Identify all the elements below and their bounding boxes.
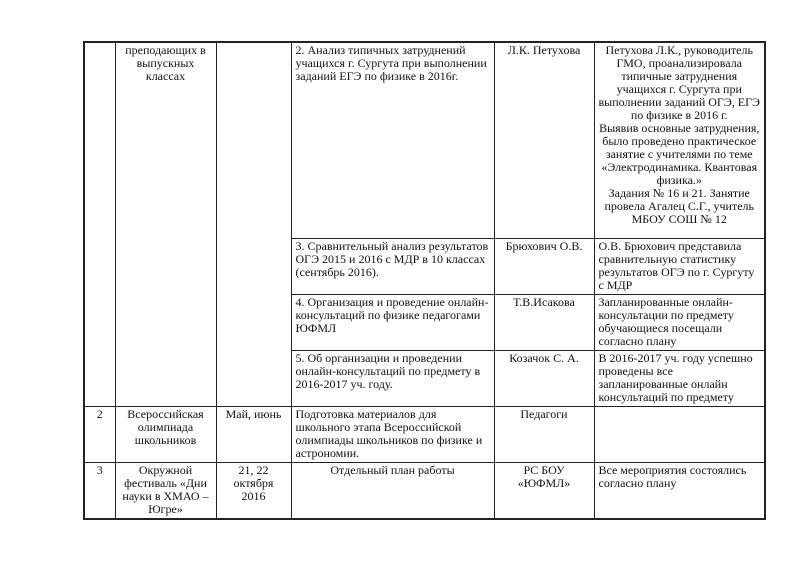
topic-cell: Всероссийская олимпиада школьников — [115, 406, 216, 462]
responsible-cell: Т.В.Исакова — [494, 294, 594, 350]
responsible-cell: Л.К. Петухова — [494, 42, 594, 238]
activity-cell: 5. Об организации и проведении онлайн-консультаций по предмету в 2016-2017 уч. году. — [291, 350, 494, 406]
table-row — [84, 42, 765, 238]
date-cell: Май, июнь — [216, 406, 291, 462]
activity-cell: 2. Анализ типичных затруднений учащихся г. Сургута при выполнении заданий ЕГЭ по физике в 2016г. — [291, 42, 494, 238]
result-text: Выявив основные затруднения, было проведено практическое занятие с учителями по теме «Электродинамика. Квантовая физика.» — [599, 121, 760, 187]
responsible-cell: РС БОУ «ЮФМЛ» — [494, 462, 594, 519]
responsible-cell: Педагоги — [494, 406, 594, 462]
activity-cell: 4. Организация и проведение онлайн-консультаций по физике педагогами ЮФМЛ — [291, 294, 494, 350]
result-cell: В 2016-2017 уч. году успешно проведены все запланированные онлайн консультаций по предмету — [594, 350, 765, 406]
result-text: Петухова Л.К., руководитель ГМО, проанализировала типичные затруднения учащихся г. Сургута при выполнении заданий ОГЭ, ЕГЭ по физике в 2016 г. — [598, 43, 760, 122]
result-cell: Запланированные онлайн-консультации по предмету обучающиеся посещали согласно плану — [594, 294, 765, 350]
events-table — [83, 41, 766, 520]
result-text: Задания № 16 и 21. Занятие провела Агалец С.Г., учитель МБОУ СОШ № 12 — [604, 186, 754, 226]
topic-cell: преподающих в выпускных классах — [115, 42, 216, 406]
num-cell — [84, 42, 115, 406]
activity-cell: Подготовка материалов для школьного этапа Всероссийской олимпиады школьников по физике и астрономии. — [291, 406, 494, 462]
table-row — [84, 462, 765, 519]
date-cell: 21, 22 октября 2016 — [216, 462, 291, 519]
responsible-cell: Козачок С. А. — [494, 350, 594, 406]
result-cell — [594, 406, 765, 462]
date-cell — [216, 42, 291, 406]
activity-cell: Отдельный план работы — [291, 462, 494, 519]
table-row — [84, 406, 765, 462]
responsible-cell: Брюхович О.В. — [494, 238, 594, 294]
result-cell: Все мероприятия состоялись согласно плану — [594, 462, 765, 519]
topic-cell: Окружной фестиваль «Дни науки в ХМАО – Югре» — [115, 462, 216, 519]
result-cell — [594, 42, 765, 238]
result-cell: О.В. Брюхович представила сравнительную статистику результатов ОГЭ по г. Сургуту с МДР — [594, 238, 765, 294]
activity-cell: 3. Сравнительный анализ результатов ОГЭ 2015 и 2016 с МДР в 10 классах (сентябрь 2016). — [291, 238, 494, 294]
num-cell: 2 — [84, 406, 115, 462]
num-cell: 3 — [84, 462, 115, 519]
